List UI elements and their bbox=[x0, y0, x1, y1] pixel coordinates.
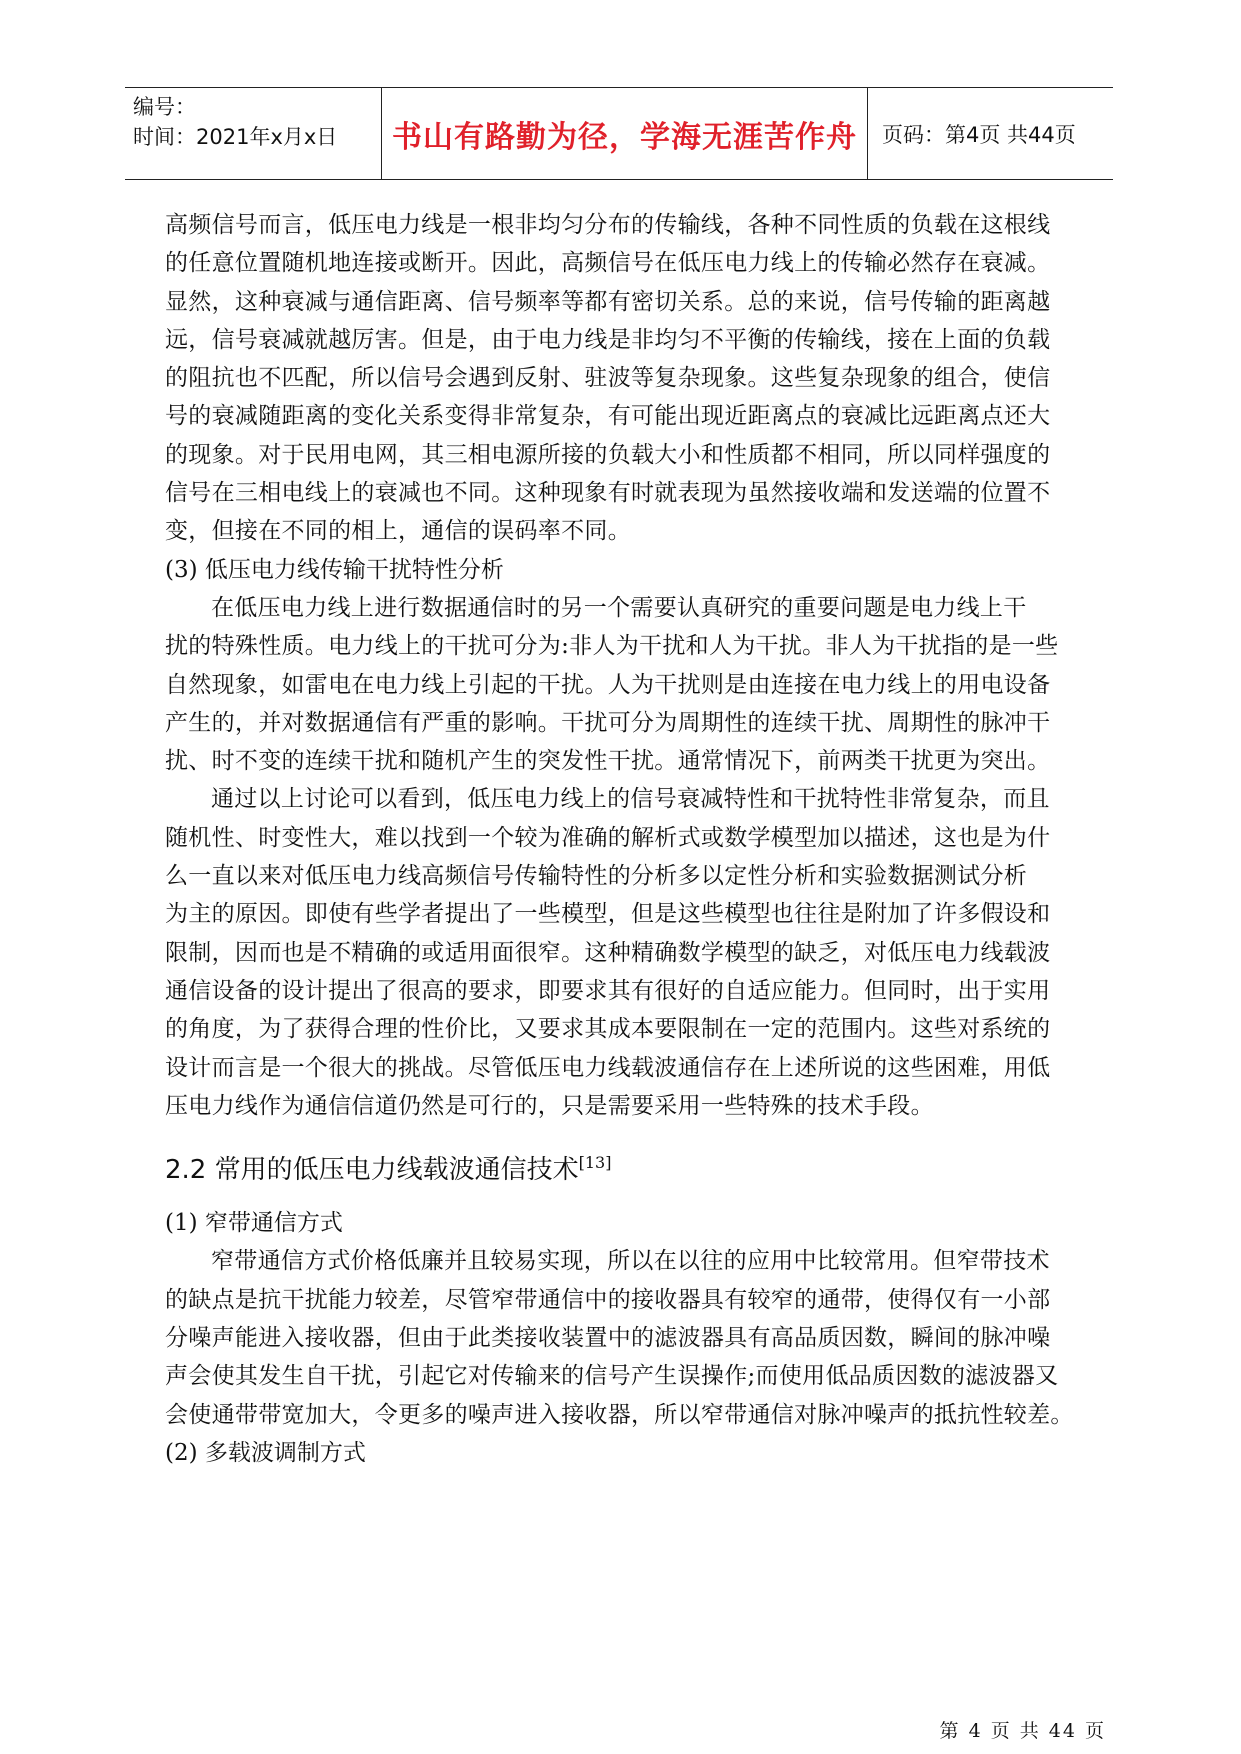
text-line: 扰的特殊性质。电力线上的干扰可分为:非人为干扰和人为干扰。非人为干扰指的是一些 bbox=[165, 633, 1059, 660]
header-motto: 书山有路勤为径，学海无涯苦作舟 bbox=[382, 88, 868, 179]
text-line: 么一直以来对低压电力线高频信号传输特性的分析多以定性分析和实验数据测试分析 bbox=[165, 863, 1028, 890]
number-label: 编号： bbox=[133, 95, 196, 119]
text-line: 的现象。对于民用电网，其三相电源所接的负载大小和性质都不相同，所以同样强度的 bbox=[165, 441, 1051, 468]
document-header bbox=[125, 87, 1113, 180]
heading-reference: [13] bbox=[578, 1153, 612, 1173]
page-footer: 第 4 页 共 44 页 bbox=[939, 1720, 1106, 1742]
text-line: 会使通带带宽加大，令更多的噪声进入接收器，所以窄带通信对脉冲噪声的抵抗性较差。 bbox=[165, 1401, 1074, 1428]
text-line: 压电力线作为通信信道仍然是可行的，只是需要采用一些特殊的技术手段。 bbox=[165, 1092, 934, 1119]
text-line: 号的衰减随距离的变化关系变得非常复杂，有可能出现近距离点的衰减比远距离点还大 bbox=[165, 403, 1051, 430]
text-line: 的缺点是抗干扰能力较差，尽管窄带通信中的接收器具有较窄的通带，使得仅有一小部 bbox=[165, 1286, 1051, 1313]
text-line: 的阻抗也不匹配，所以信号会遇到反射、驻波等复杂现象。这些复杂现象的组合，使信 bbox=[165, 365, 1051, 392]
section-heading bbox=[165, 1143, 1110, 1190]
text-line: 随机性、时变性大，难以找到一个较为准确的解析式或数学模型加以描述，这也是为什 bbox=[165, 824, 1051, 851]
text-line: 限制，因而也是不精确的或适用面很窄。这种精确数学模型的缺乏，对低压电力线载波 bbox=[165, 939, 1051, 966]
section-heading-text: 2.2 常用的低压电力线载波通信技术 bbox=[165, 1155, 579, 1186]
text-line: 通信设备的设计提出了很高的要求，即要求其有很好的自适应能力。但同时，出于实用 bbox=[165, 977, 1051, 1004]
item-2-heading: (2) 多载波调制方式 bbox=[165, 1439, 366, 1466]
document-body bbox=[165, 206, 1110, 1472]
paragraph-3 bbox=[165, 780, 1110, 1125]
text-line: 声会使其发生自干扰，引起它对传输来的信号产生误操作;而使用低品质因数的滤波器又 bbox=[165, 1363, 1059, 1390]
header-meta bbox=[125, 88, 382, 179]
text-line: 为主的原因。即使有些学者提出了一些模型，但是这些模型也往往是附加了许多假设和 bbox=[165, 901, 1051, 928]
paragraph-2 bbox=[165, 589, 1110, 780]
text-line: 的任意位置随机地连接或断开。因此，高频信号在低压电力线上的传输必然存在衰减。 bbox=[165, 250, 1051, 277]
text-line: 远，信号衰减就越厉害。但是，由于电力线是非均匀不平衡的传输线，接在上面的负载 bbox=[165, 326, 1051, 353]
text-line: 的角度，为了获得合理的性价比，又要求其成本要限制在一定的范围内。这些对系统的 bbox=[165, 1016, 1051, 1043]
text-line: 设计而言是一个很大的挑战。尽管低压电力线载波通信存在上述所说的这些困难，用低 bbox=[165, 1054, 1051, 1081]
text-line: 高频信号而言，低压电力线是一根非均匀分布的传输线，各种不同性质的负载在这根线 bbox=[165, 212, 1051, 238]
text-line: 信号在三相电线上的衰减也不同。这种现象有时就表现为虽然接收端和发送端的位置不 bbox=[165, 480, 1051, 507]
text-line: 分噪声能进入接收器，但由于此类接收装置中的滤波器具有高品质因数，瞬间的脉冲噪 bbox=[165, 1325, 1051, 1352]
text-line: 通过以上讨论可以看到，低压电力线上的信号衰减特性和干扰特性非常复杂，而且 bbox=[211, 786, 1050, 813]
text-line: 窄带通信方式价格低廉并且较易实现，所以在以往的应用中比较常用。但窄带技术 bbox=[211, 1248, 1050, 1275]
item-1-heading: (1) 窄带通信方式 bbox=[165, 1210, 343, 1237]
text-line: 产生的，并对数据通信有严重的影响。干扰可分为周期性的连续干扰、周期性的脉冲干 bbox=[165, 709, 1051, 736]
text-line: 在低压电力线上进行数据通信时的另一个需要认真研究的重要问题是电力线上干 bbox=[211, 594, 1027, 621]
paragraph-4 bbox=[165, 1242, 1110, 1433]
time-label: 时间：2021年x月x日 bbox=[133, 125, 338, 149]
text-line: 显然，这种衰减与通信距离、信号频率等都有密切关系。总的来说，信号传输的距离越 bbox=[165, 288, 1051, 315]
header-page-info: 页码：第4页 共44页 bbox=[882, 122, 1076, 147]
text-line: 变，但接在不同的相上，通信的误码率不同。 bbox=[165, 518, 631, 545]
item-3-heading: (3) 低压电力线传输干扰特性分析 bbox=[165, 556, 504, 583]
paragraph-1 bbox=[165, 206, 1110, 551]
text-line: 自然现象，如雷电在电力线上引起的干扰。人为干扰则是由连接在电力线上的用电设备 bbox=[165, 671, 1051, 698]
text-line: 扰、时不变的连续干扰和随机产生的突发性干扰。通常情况下，前两类干扰更为突出。 bbox=[165, 748, 1051, 775]
